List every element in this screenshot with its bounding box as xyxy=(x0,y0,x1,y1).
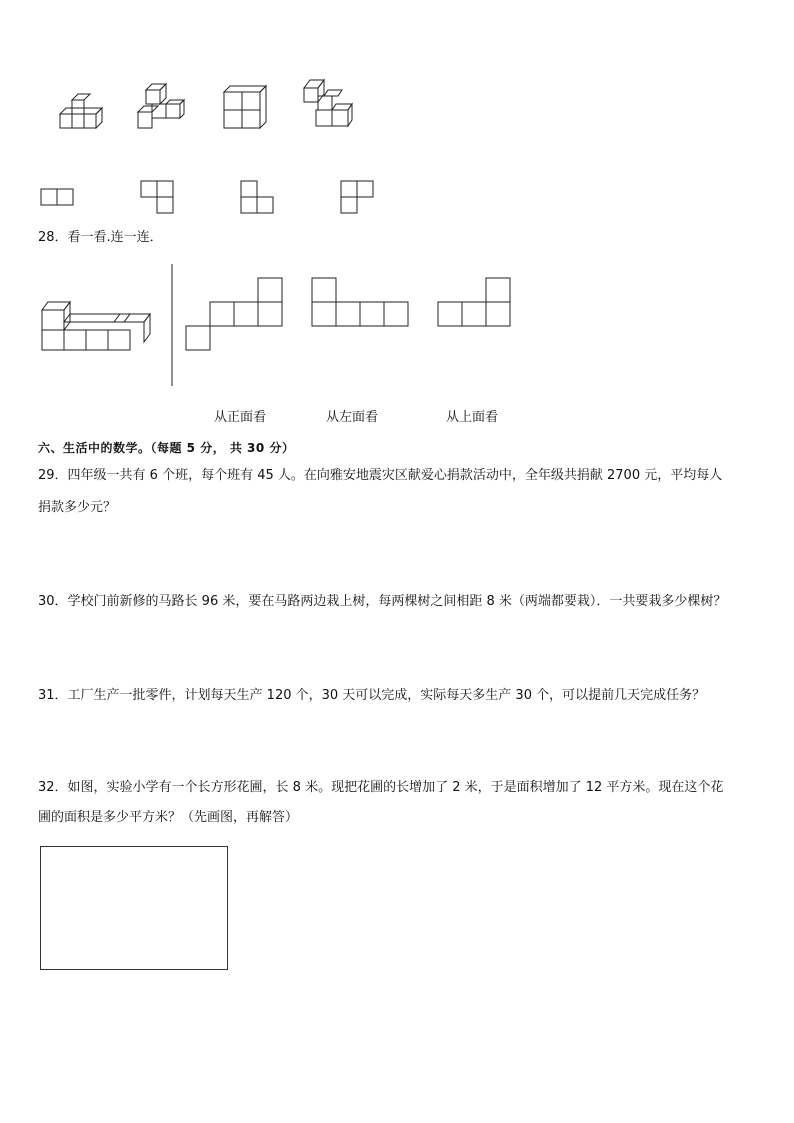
cube-figure-4 xyxy=(300,78,356,132)
q28-view-option-3 xyxy=(434,276,518,332)
cube-figure-3 xyxy=(222,86,272,132)
vertical-divider xyxy=(170,264,174,388)
view-label-left: 从左面看 xyxy=(326,410,379,425)
q29-line-1: 29．四年级一共有 6 个班，每个班有 45 人。在向雅安地震灾区献爱心捐款活动中，全年级共捐献 2700 元，平均每人 xyxy=(38,468,723,483)
q31-text: 31．工厂生产一批零件，计划每天生产 120 个，30 天可以完成，实际每天多生产 30 个，可以提前几天完成任务？ xyxy=(38,688,706,703)
q30-text: 30．学校门前新修的马路长 96 米，要在马路两边栽上树，每两棵树之间相距 8 米（两端都要栽）．一共要栽多少棵树？ xyxy=(38,594,727,609)
view-figure-2 xyxy=(140,180,180,216)
q28-view-option-2 xyxy=(310,276,416,332)
q32-line-1: 32．如图，实验小学有一个长方形花圃，长 8 米。现把花圃的长增加了 2 米，于是面积增加了 12 平方米。现在这个花 xyxy=(38,780,724,795)
view-label-top: 从上面看 xyxy=(446,410,499,425)
q32-drawing-box xyxy=(40,846,228,970)
cube-figure-2 xyxy=(136,82,186,134)
q32-line-2: 圃的面积是多少平方米？（先画图，再解答） xyxy=(38,810,299,825)
cube-figure-1 xyxy=(56,94,106,134)
view-figure-1 xyxy=(40,188,80,210)
q28-solid-figure xyxy=(40,298,154,354)
view-figure-3 xyxy=(240,180,280,216)
view-figure-4 xyxy=(340,180,380,216)
q29-line-2: 捐款多少元？ xyxy=(38,500,117,515)
q28-label: 28．看一看.连一连． xyxy=(38,230,163,245)
q28-view-option-1 xyxy=(182,276,286,356)
section-6-heading: 六、生活中的数学。（每题 5 分， 共 30 分） xyxy=(38,441,295,455)
view-label-front: 从正面看 xyxy=(214,410,267,425)
